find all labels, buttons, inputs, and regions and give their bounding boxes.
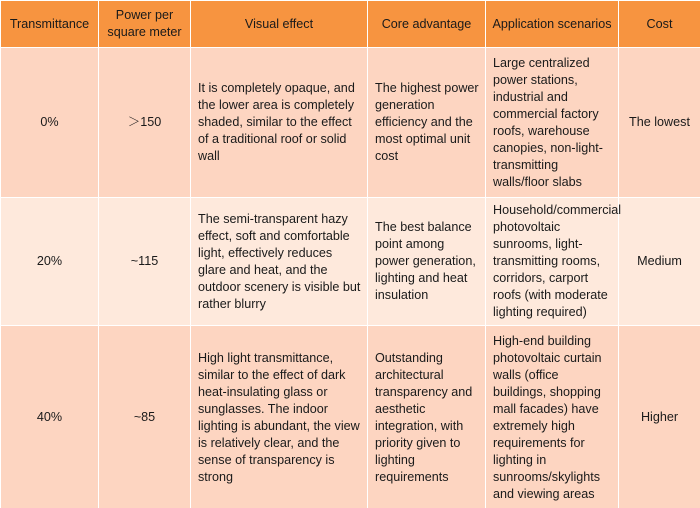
table-row [1, 48, 700, 198]
header-core-advantage: Core advantage [368, 1, 486, 48]
header-power: Power per square meter [99, 1, 191, 48]
header-visual-effect: Visual effect [191, 1, 368, 48]
cell-core-advantage: Outstanding architectural transparency and aesthetic integration, with priority given to lighting requirements [368, 326, 486, 508]
cell-visual-effect: It is completely opaque, and the lower area is completely shaded, similar to the effect of a traditional roof or solid wall [191, 48, 368, 198]
cell-visual-effect: High light transmittance, similar to the effect of dark heat-insulating glass or sunglasses. The indoor lighting is abundant, the view is relatively clear, and the sense of transparency is strong [191, 326, 368, 508]
table-row [1, 326, 700, 508]
cell-core-advantage: The best balance point among power generation, lighting and heat insulation [368, 198, 486, 326]
table-row [1, 198, 700, 326]
cell-transmittance: 0% [1, 48, 99, 198]
header-application: Application scenarios [486, 1, 619, 48]
cell-core-advantage: The highest power generation efficiency and the most optimal unit cost [368, 48, 486, 198]
cell-transmittance: 40% [1, 326, 99, 508]
cell-cost: Higher [619, 326, 700, 508]
table-header [1, 1, 700, 48]
header-row [1, 1, 700, 48]
cell-application: Household/commercial photovoltaic sunrooms, light-transmitting rooms, corridors, carport roofs (with moderate lighting required) [486, 198, 619, 326]
cell-power: ~85 [99, 326, 191, 508]
cell-cost: The lowest [619, 48, 700, 198]
cell-application: Large centralized power stations, industrial and commercial factory roofs, warehouse canopies, non-light-transmitting walls/floor slabs [486, 48, 619, 198]
cell-power: ＞150 [99, 48, 191, 198]
cell-visual-effect: The semi-transparent hazy effect, soft and comfortable light, effectively reduces glare and heat, and the outdoor scenery is visible but rather blurry [191, 198, 368, 326]
header-transmittance: Transmittance [1, 1, 99, 48]
table-body [1, 48, 700, 508]
cell-application: High-end building photovoltaic curtain walls (office buildings, shopping mall facades) have extremely high requirements for lighting in sunrooms/skylights and viewing areas [486, 326, 619, 508]
cell-transmittance: 20% [1, 198, 99, 326]
cell-power: ~115 [99, 198, 191, 326]
cell-cost: Medium [619, 198, 700, 326]
header-cost: Cost [619, 1, 700, 48]
